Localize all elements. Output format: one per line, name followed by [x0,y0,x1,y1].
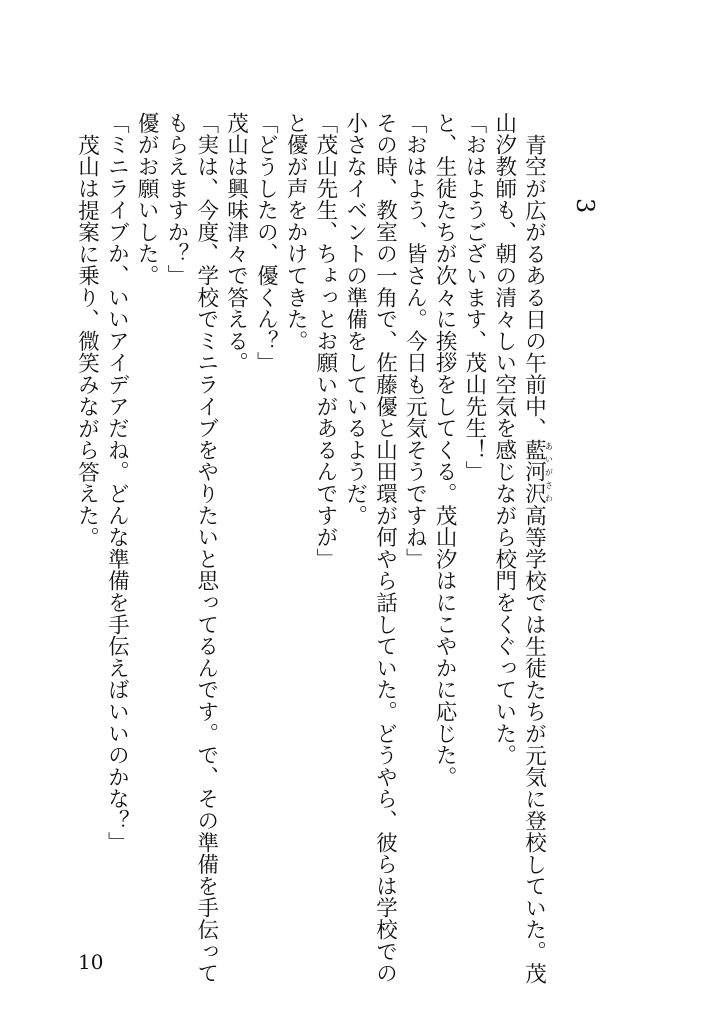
body-text [72,112,554,985]
ruby-base: 藍河沢 [521,439,547,505]
text-line: と優が声をかけてきた。 [283,112,309,352]
furigana-word [521,439,554,505]
text-line: と、生徒たちが次々に挨拶をしてくる。茂山汐はにこやかに応じた。 [432,112,458,788]
text-line: 「どうしたの、優くん？」 [253,112,279,374]
text-line: 「茂山先生、ちょっとお願いがあるんですが」 [312,112,338,570]
text-line: 小さなイベントの準備をしているようだ。 [342,112,368,527]
text-segment: 高等学校では生徒たちが元気に登校していた。茂 [521,504,547,985]
text-line: 茂山は提案に乗り、微笑みながら答えた。 [74,134,100,549]
text-line: その時、教室の一角で、佐藤優と山田環が何やら話していた。どうやら、彼らは学校での [372,112,398,984]
chapter-number: 3 [571,198,599,214]
text-line: 「おはよう、皆さん。今日も元気そうですね」 [402,112,428,570]
page-number: 10 [78,950,104,974]
text-line: 茂山は興味津々で答える。 [223,112,249,374]
text-segment: 青空が広がるある日の午前中、 [521,134,547,440]
text-line: 「ミニライブか、いいアイデアだね。どんな準備を手伝えばいいのかな？」 [104,112,130,854]
text-line: 「おはようございます、茂山先生！」 [461,112,487,483]
text-line: もらえますか？」 [163,112,189,287]
text-line: 山汐教師も、朝の清々しい空気を感じながら校門をくぐっていた。 [491,112,517,766]
text-line [519,112,554,985]
ruby-reading: あいがさわ [544,439,554,505]
text-line: 「実は、今度、学校でミニライブをやりたいと思ってるんです。で、その準備を手伝って [193,112,219,984]
text-line: 優がお願いした。 [134,112,160,287]
